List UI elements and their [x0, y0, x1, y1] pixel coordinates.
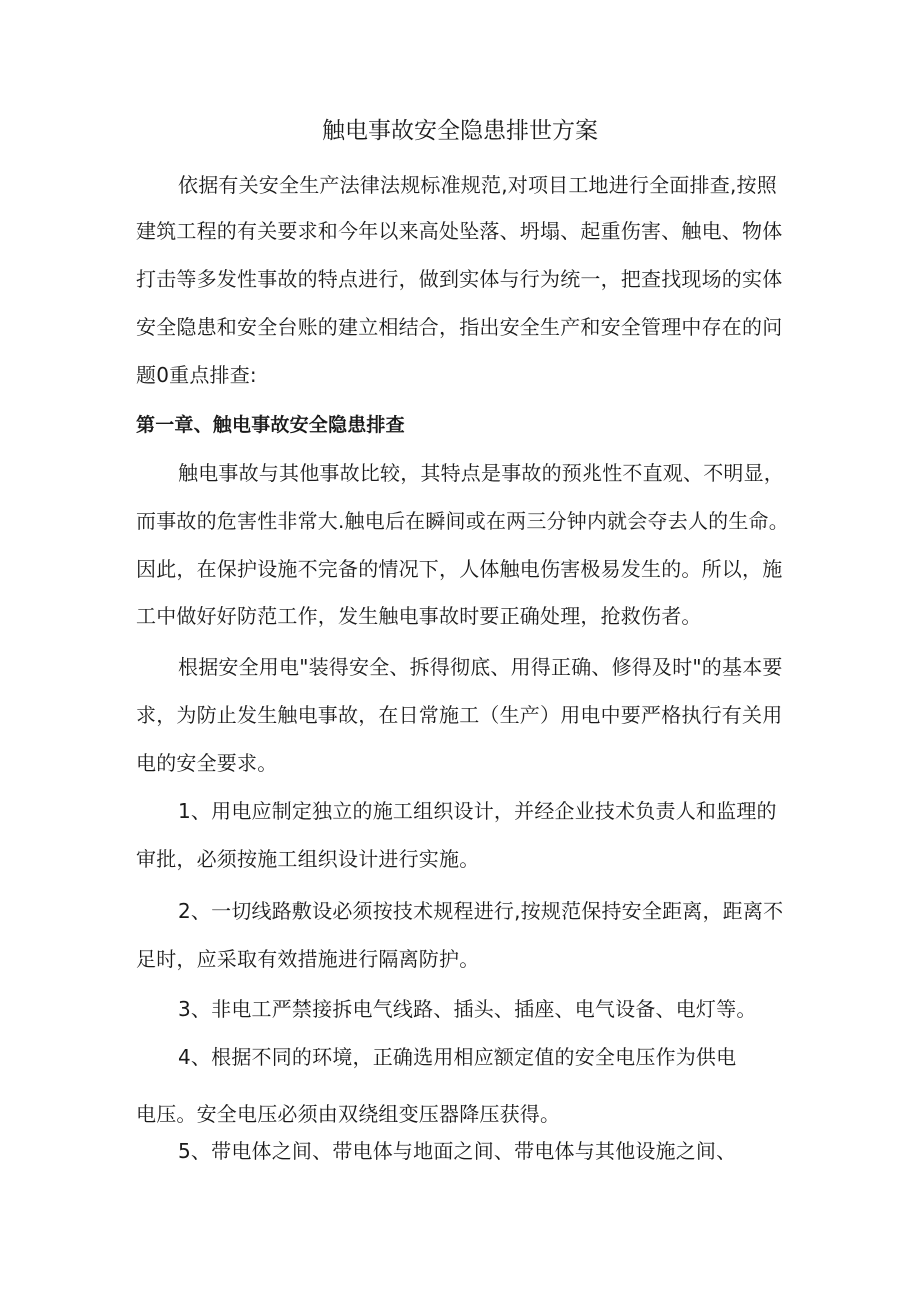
- intro-line: 安全隐患和安全台账的建立相结合，指出安全生产和安全管理中存在的问: [136, 315, 783, 339]
- list-item-line: 1、用电应制定独立的施工组织设计，并经企业技术负责人和监理的: [178, 799, 777, 823]
- paragraph-line: 求，为防止发生触电事故，在日常施工（生产）用电中要严格执行有关用: [136, 703, 783, 727]
- list-item-line: 足时，应采取有效措施进行隔离防护。: [136, 947, 480, 971]
- chapter-heading: 第一章、触电事故安全隐患排查: [136, 414, 405, 436]
- paragraph-line: 触电事故与其他事故比较，其特点是事故的预兆性不直观、不明显，: [178, 461, 784, 485]
- list-item-line: 3、非电工严禁接拆电气线路、插头、插座、电气设备、电灯等。: [178, 997, 757, 1021]
- intro-line: 依据有关安全生产法律法规标准规范,对项目工地进行全面排查,按照: [178, 173, 777, 197]
- intro-line: 题0重点排查:: [136, 363, 257, 387]
- paragraph-line: 因此，在保护设施不完备的情况下，人体触电伤害极易发生的。所以，施: [136, 557, 783, 581]
- intro-line: 建筑工程的有关要求和今年以来高处坠落、坍塌、起重伤害、触电、物体: [136, 219, 783, 243]
- paragraph-line: 根据安全用电"装得安全、拆得彻底、用得正确、修得及时"的基本要: [178, 655, 783, 679]
- paragraph-line: 而事故的危害性非常大.触电后在瞬间或在两三分钟内就会夺去人的生命。: [136, 509, 789, 533]
- list-item-line: 审批，必须按施工组织设计进行实施。: [136, 847, 480, 871]
- intro-line: 打击等多发性事故的特点进行，做到实体与行为统一，把查找现场的实体: [136, 267, 783, 291]
- list-item-line: 电压。安全电压必须由双绕组变压器降压获得。: [136, 1102, 561, 1126]
- paragraph-line: 电的安全要求。: [136, 751, 278, 775]
- paragraph-line: 工中做好好防范工作，发生触电事故时要正确处理，抢救伤者。: [136, 604, 702, 628]
- document-title: 触电事故安全隐患排世方案: [322, 118, 598, 144]
- list-item-line: 4、根据不同的环境，正确选用相应额定值的安全电压作为供电: [178, 1045, 737, 1069]
- list-item-line: 5、带电体之间、带电体与地面之间、带电体与其他设施之间、: [178, 1139, 737, 1163]
- list-item-line: 2、一切线路敷设必须按技术规程进行,按规范保持安全距离，距离不: [178, 899, 784, 923]
